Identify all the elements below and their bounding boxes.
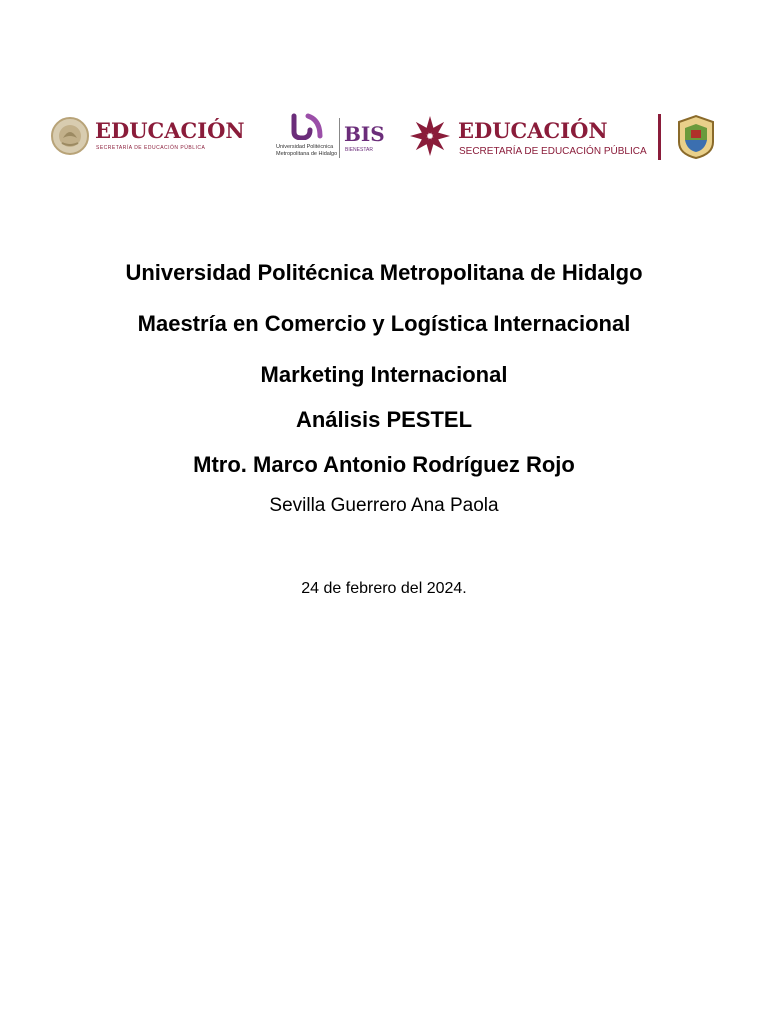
course-name: Marketing Internacional — [260, 362, 508, 387]
sep-right-name: EDUCACIÓN — [458, 118, 608, 143]
mexico-coat-of-arms-icon — [50, 116, 90, 156]
sep-left-name: EDUCACIÓN — [95, 118, 245, 143]
student-name: Sevilla Guerrero Ana Paola — [269, 495, 499, 516]
cover-text — [100, 258, 668, 600]
upmh-emblem-icon — [290, 112, 324, 140]
sep-right-subtitle: SECRETARÍA DE EDUCACIÓN PÚBLICA — [459, 146, 647, 157]
upmh-logo — [276, 112, 386, 164]
sep-logo-left — [48, 108, 268, 168]
sep-left-subtitle: SECRETARÍA DE EDUCACIÓN PÚBLICA — [96, 145, 206, 151]
bis-subtitle: BIENESTAR — [345, 147, 373, 153]
hidalgo-emblem — [675, 114, 717, 164]
sep-logo-right — [408, 108, 658, 168]
logo-divider — [339, 118, 340, 158]
document-date: 24 de febrero del 2024. — [301, 580, 467, 597]
assignment-title: Análisis PESTEL — [295, 407, 473, 432]
coat-of-arms-icon — [675, 114, 717, 160]
program-name: Maestría en Comercio y Logística Internacional — [137, 311, 631, 336]
star-flower-icon — [408, 114, 452, 158]
bis-text: BIS — [344, 122, 385, 146]
university-name: Universidad Politécnica Metropolitana de Hidalgo — [125, 260, 643, 285]
teacher-name: Mtro. Marco Antonio Rodríguez Rojo — [193, 452, 575, 477]
upmh-line1: Universidad Politécnica — [276, 144, 334, 150]
upmh-line2: Metropolitana de Hidalgo — [276, 151, 338, 157]
logo-divider-right — [658, 114, 661, 160]
logo-header — [48, 108, 728, 168]
